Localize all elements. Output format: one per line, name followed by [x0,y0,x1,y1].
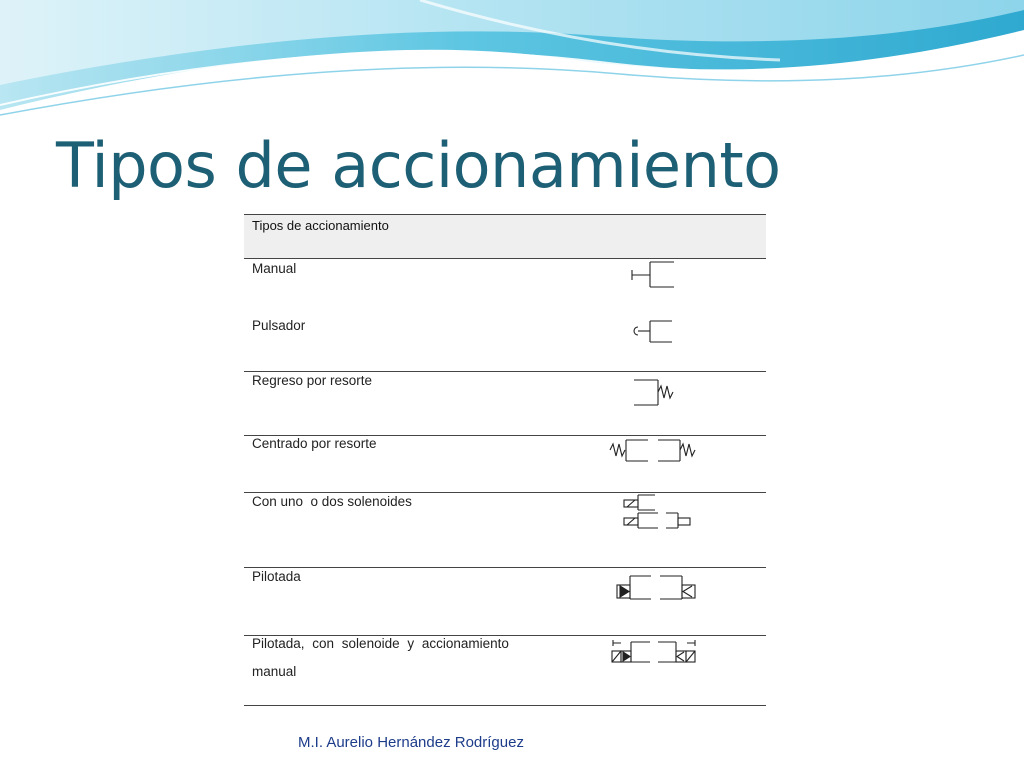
footer-author: M.I. Aurelio Hernández Rodríguez [298,734,524,751]
row-label-spring-return: Regreso por resorte [252,373,373,388]
page-title: Tipos de accionamiento [56,129,781,202]
pushbutton-actuator-icon [634,321,672,342]
row-label-manual: Manual [252,261,297,276]
row-label-solenoid: Con uno o dos solenoides [252,494,412,509]
pilot-actuator-icon [617,576,695,599]
row-label-pilot-solenoid-manual: Pilotada, con solenoide y accionamiento manual [252,636,509,679]
solenoid-actuator-icon [624,495,690,528]
row-label-pulsador: Pulsador [252,318,306,333]
row-label-spring-centered: Centrado por resorte [252,436,377,451]
pilot-solenoid-manual-icon [612,640,695,662]
table-header-label: Tipos de accionamiento [252,218,389,233]
spring-return-icon [634,380,673,405]
manual-actuator-icon [632,262,674,287]
spring-centered-icon [610,440,695,461]
symbol-layer [244,214,766,706]
row-label-pilot: Pilotada [252,569,301,584]
decorative-wave-banner [0,0,1024,120]
actuation-types-table [244,214,766,706]
